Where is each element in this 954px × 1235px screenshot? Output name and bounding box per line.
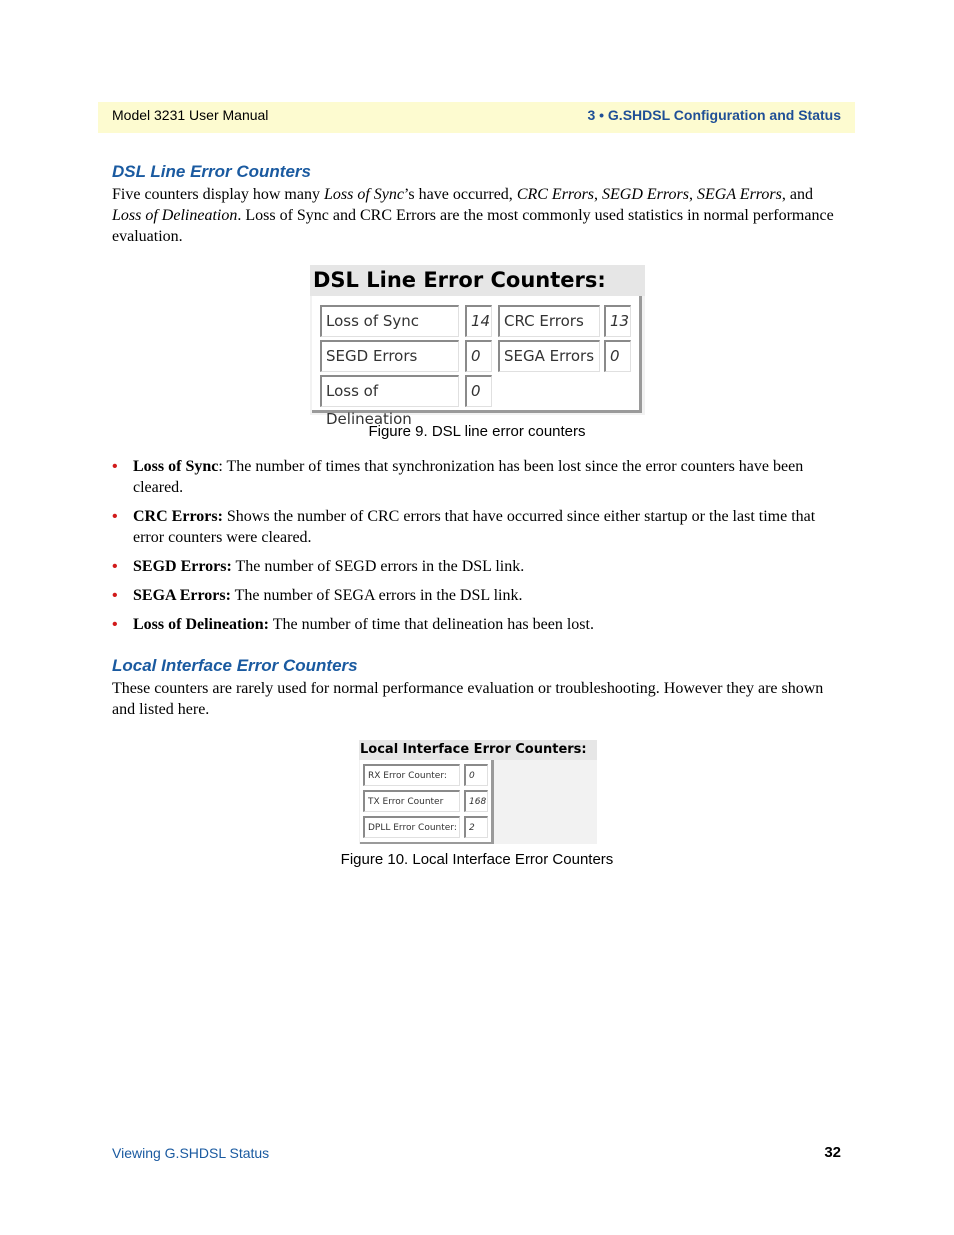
list-item: • Loss of Delineation: The number of time that delineation has been lost. — [112, 616, 594, 633]
counter-definitions-list — [112, 456, 847, 643]
list-item: • SEGA Errors: The number of SEGA errors in the DSL link. — [112, 587, 523, 604]
panel-title: DSL Line Error Counters: — [310, 265, 645, 296]
loss-of-sync-label: Loss of Sync — [320, 305, 459, 337]
list-item: • CRC Errors: Shows the number of CRC errors that have occurred since either startup or the last time that error counters were cleared. — [112, 508, 816, 546]
crc-errors-label: CRC Errors — [498, 305, 600, 337]
bullet-icon: • — [112, 558, 118, 575]
section-heading-dsl-line-error-counters: DSL Line Error Counters — [112, 162, 311, 181]
panel-title: Local Interface Error Counters: — [359, 740, 597, 760]
footer-section-title: Viewing G.SHDSL Status — [112, 1145, 270, 1161]
segd-errors-label: SEGD Errors — [320, 340, 459, 372]
chapter-title: 3 • G.SHDSL Configuration and Status — [587, 107, 841, 123]
counters-panel — [312, 296, 642, 428]
bullet-icon: • — [112, 458, 118, 475]
tx-error-counter-label: TX Error Counter — [363, 790, 460, 812]
bullet-icon: • — [112, 587, 118, 604]
manual-title: Model 3231 User Manual — [112, 107, 269, 123]
bullet-icon: • — [112, 616, 118, 633]
rx-error-counter-value: 0 — [464, 764, 488, 786]
list-item: • Loss of Sync: The number of times that synchronization has been lost since the error counters have been cleared. — [112, 458, 804, 496]
dpll-error-counter-label: DPLL Error Counter: — [363, 816, 460, 838]
dpll-error-counter-value: 2 — [464, 816, 488, 838]
local-interface-paragraph: These counters are rarely used for normal performance evaluation or troubleshooting. However they are shown and listed here. — [112, 680, 824, 718]
tx-error-counter-value: 168 — [464, 790, 488, 812]
loss-of-sync-value: 14 — [465, 305, 492, 337]
segd-errors-value: 0 — [465, 340, 492, 372]
loss-of-delineation-label: Loss of Delineation — [320, 375, 459, 407]
figure-10-caption: Figure 10. Local Interface Error Counters — [340, 851, 614, 868]
figure-9-caption: Figure 9. DSL line error counters — [368, 423, 586, 440]
crc-errors-value: 13 — [604, 305, 631, 337]
counters-panel — [360, 760, 494, 844]
intro-paragraph: Five counters display how many Loss of Sync’s have occurred, CRC Errors, SEGD Errors, SEGA Errors, and Loss of Delineation. Loss of Sync and CRC Errors are the most commonly used statistics in normal performance evaluation. — [112, 186, 834, 245]
bullet-icon: • — [112, 508, 118, 525]
local-interface-error-counters-screenshot — [359, 740, 597, 844]
section-heading-local-interface-error-counters: Local Interface Error Counters — [112, 656, 358, 675]
sega-errors-value: 0 — [604, 340, 631, 372]
dsl-line-error-counters-screenshot — [310, 265, 645, 428]
sega-errors-label: SEGA Errors — [498, 340, 600, 372]
list-item: • SEGD Errors: The number of SEGD errors in the DSL link. — [112, 558, 525, 575]
loss-of-delineation-value: 0 — [465, 375, 492, 407]
page-number: 32 — [824, 1144, 841, 1161]
rx-error-counter-label: RX Error Counter: — [363, 764, 460, 786]
